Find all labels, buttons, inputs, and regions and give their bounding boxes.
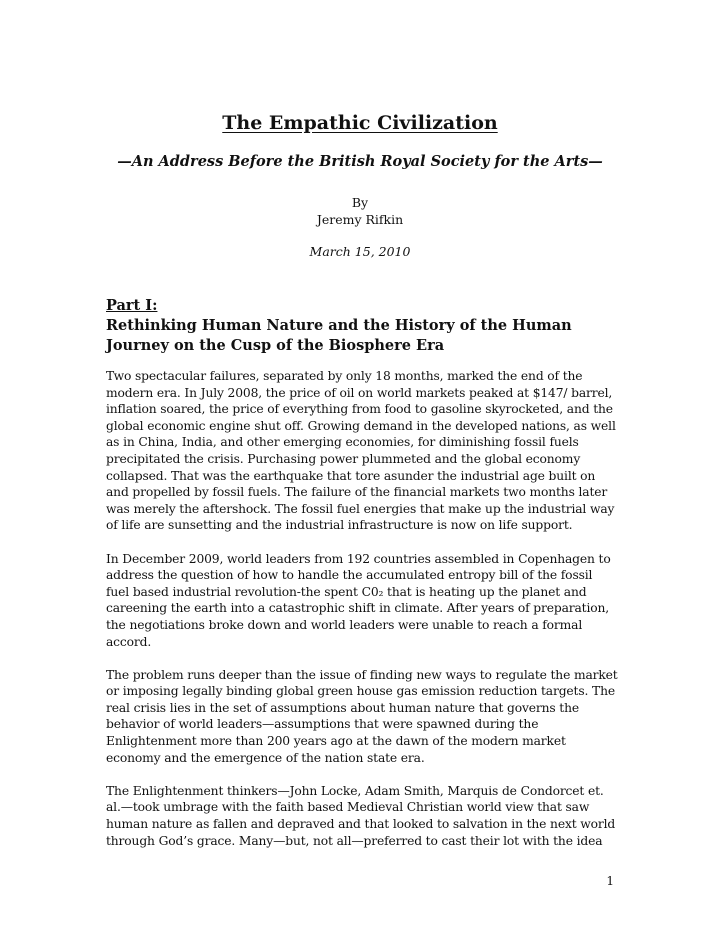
part-label: Part I:: [106, 297, 158, 314]
document-date: March 15, 2010: [309, 244, 411, 259]
paragraph: The problem runs deeper than the issue of finding new ways to regulate the market or imposing legally binding global green house gas emission reduction targets. The real crisis lies in the set of assumptions about human nature that governs the behavior of world leaders—assumptions that were spawned during the Enlightenment more than 200 years ago at the dawn of the modern market economy and the emergence of the nation state era.: [106, 667, 618, 765]
document-title: The Empathic Civilization: [222, 112, 498, 134]
paragraph: Two spectacular failures, separated by only 18 months, marked the end of the modern era. In July 2008, the price of oil on world markets peaked at $147/ barrel, inflation soared, the price of everything from food to gasoline skyrocketed, and the global economic engine shut off. Growing demand in the developed nations, as well as in China, India, and other emerging economies, for diminishing fossil fuels precipitated the crisis. Purchasing power plummeted and the global economy collapsed. That was the earthquake that tore asunder the industrial age built on and propelled by fossil fuels. The failure of the financial markets two months later was merely the aftershock. The fossil fuel energies that make up the industrial way of life are sunsetting and the industrial infrastructure is now on life support.: [106, 369, 616, 533]
by-label: By: [351, 195, 369, 210]
document-subtitle: —An Address Before the British Royal Society for the Arts—: [117, 153, 603, 170]
paragraph: In December 2009, world leaders from 192 countries assembled in Copenhagen to address the question of how to handle the accumulated entropy bill of the fossil fuel based industrial revolution-the spent C0₂ that is heating up the planet and careening the earth into a catastrophic shift in climate. After years of preparation, the negotiations broke down and world leaders were unable to reach a formal accord.: [106, 551, 611, 649]
byline: [0, 194, 720, 228]
body-text: [106, 368, 618, 866]
part-title: Rethinking Human Nature and the History of the Human Journey on the Cusp of the Biosphere Era: [106, 317, 572, 354]
paragraph: The Enlightenment thinkers—John Locke, Adam Smith, Marquis de Condorcet et. al.—took umbrage with the faith based Medieval Christian world view that saw human nature as fallen and depraved and that looked to salvation in the next world through God’s grace. Many—but, not all—preferred to cast their lot with the idea: [106, 783, 616, 848]
page-number: 1: [606, 874, 614, 888]
author-name: Jeremy Rifkin: [316, 212, 404, 227]
part-heading: [106, 296, 616, 356]
